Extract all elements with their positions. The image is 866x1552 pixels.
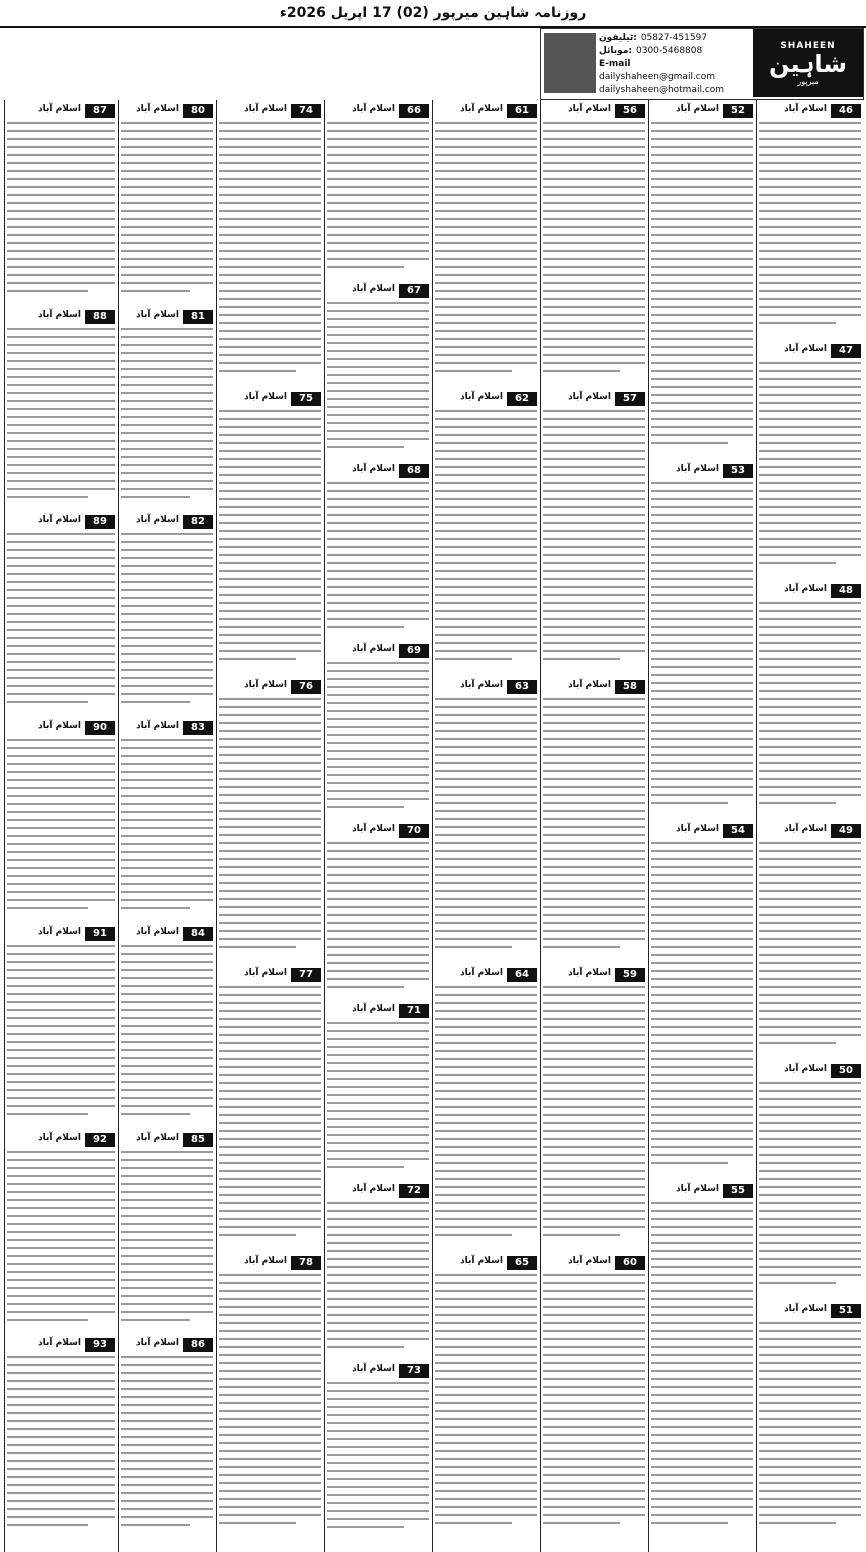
news-body-text — [435, 986, 537, 1242]
news-body-text — [7, 945, 115, 1121]
news-body-text — [7, 739, 115, 915]
news-number: 55 — [723, 1184, 753, 1198]
news-item — [651, 464, 753, 818]
news-body-text — [543, 698, 645, 954]
email-secondary[interactable]: dailyshaheen@hotmail.com — [599, 85, 725, 95]
contact-info — [599, 32, 749, 97]
news-number: 87 — [85, 104, 115, 118]
news-item — [7, 104, 115, 304]
news-number: 90 — [85, 721, 115, 735]
news-body-text — [7, 1356, 115, 1532]
news-dateline: اسلام آباد — [38, 309, 81, 320]
news-number: 53 — [723, 464, 753, 478]
news-number: 75 — [291, 392, 321, 406]
news-column — [324, 100, 431, 1552]
newspaper-logo — [753, 29, 863, 97]
news-body-text — [327, 662, 429, 814]
news-dateline: اسلام آباد — [38, 926, 81, 937]
news-number: 66 — [399, 104, 429, 118]
news-dateline: اسلام آباد — [38, 721, 81, 732]
news-dateline: اسلام آباد — [460, 104, 503, 114]
news-item — [435, 1256, 537, 1538]
news-item — [759, 584, 861, 818]
news-dateline: اسلام آباد — [136, 721, 179, 732]
news-body-text — [121, 533, 213, 709]
news-dateline: اسلام آباد — [244, 1256, 287, 1266]
news-dateline: اسلام آباد — [460, 1256, 503, 1266]
news-item — [435, 392, 537, 674]
news-item — [327, 464, 429, 638]
news-number: 67 — [399, 284, 429, 298]
news-body-text — [327, 482, 429, 634]
news-number: 46 — [831, 104, 861, 118]
news-body-text — [543, 122, 645, 378]
news-body-text — [759, 122, 861, 330]
news-item — [121, 515, 213, 715]
news-dateline: اسلام آباد — [352, 1364, 395, 1374]
news-dateline: اسلام آباد — [784, 344, 827, 354]
news-body-text — [121, 1151, 213, 1327]
news-item — [327, 1184, 429, 1358]
news-dateline: اسلام آباد — [352, 464, 395, 474]
news-number: 72 — [399, 1184, 429, 1198]
news-item — [7, 1133, 115, 1333]
news-dateline: اسلام آباد — [784, 1064, 827, 1074]
news-body-text — [759, 362, 861, 570]
news-item — [435, 968, 537, 1250]
phone-label: ٹیلیفون: — [599, 33, 637, 43]
news-number: 88 — [85, 310, 115, 324]
news-number: 68 — [399, 464, 429, 478]
news-dateline: اسلام آباد — [460, 392, 503, 402]
news-dateline: اسلام آباد — [784, 104, 827, 114]
news-item — [219, 968, 321, 1250]
news-number: 84 — [183, 927, 213, 941]
news-number: 59 — [615, 968, 645, 982]
news-number: 48 — [831, 584, 861, 598]
news-body-text — [219, 986, 321, 1242]
news-item — [543, 680, 645, 962]
news-dateline: اسلام آباد — [352, 824, 395, 834]
news-column — [216, 100, 323, 1552]
news-body-text — [7, 1151, 115, 1327]
news-dateline: اسلام آباد — [568, 680, 611, 690]
news-number: 69 — [399, 644, 429, 658]
news-column — [540, 100, 647, 1552]
news-dateline: اسلام آباد — [38, 1132, 81, 1143]
news-dateline: اسلام آباد — [352, 104, 395, 114]
news-item — [121, 104, 213, 304]
news-dateline: اسلام آباد — [784, 1304, 827, 1314]
news-body-text — [327, 302, 429, 454]
news-item — [543, 104, 645, 386]
news-body-text — [7, 533, 115, 709]
news-item — [121, 721, 213, 921]
news-item — [327, 1004, 429, 1178]
news-number: 54 — [723, 824, 753, 838]
news-number: 52 — [723, 104, 753, 118]
news-column — [648, 100, 755, 1552]
news-body-text — [435, 1274, 537, 1530]
news-number: 50 — [831, 1064, 861, 1078]
news-item — [219, 104, 321, 386]
news-item — [543, 392, 645, 674]
news-number: 64 — [507, 968, 537, 982]
mobile-label: موبائل: — [599, 46, 632, 56]
news-dateline: اسلام آباد — [568, 968, 611, 978]
news-number: 85 — [183, 1133, 213, 1147]
news-item — [651, 1184, 753, 1538]
news-item — [121, 1338, 213, 1538]
header-dateline: روزنامہ شاہین میرپور (02) 17 اپریل 2026ء — [279, 5, 587, 21]
news-body-text — [435, 122, 537, 378]
email-primary[interactable]: dailyshaheen@gmail.com — [599, 72, 716, 82]
news-body-text — [327, 122, 429, 274]
news-body-text — [543, 410, 645, 666]
news-column — [4, 100, 117, 1552]
news-number: 91 — [85, 927, 115, 941]
news-item — [759, 1064, 861, 1298]
news-item — [219, 680, 321, 962]
news-body-text — [651, 1202, 753, 1530]
news-body-text — [651, 482, 753, 810]
logo-urdu: شاہین — [768, 49, 848, 78]
news-item — [759, 1304, 861, 1538]
news-number: 93 — [85, 1338, 115, 1352]
news-dateline: اسلام آباد — [38, 515, 81, 526]
news-number: 81 — [183, 310, 213, 324]
news-body-text — [121, 1356, 213, 1532]
news-number: 47 — [831, 344, 861, 358]
news-body-text — [327, 842, 429, 994]
news-body-text — [651, 842, 753, 1170]
news-number: 83 — [183, 721, 213, 735]
news-item — [651, 824, 753, 1178]
news-dateline: اسلام آباد — [136, 1338, 179, 1349]
news-item — [7, 721, 115, 921]
eagle-image — [544, 33, 596, 93]
news-body-text — [759, 1082, 861, 1290]
news-number: 86 — [183, 1338, 213, 1352]
news-item — [219, 392, 321, 674]
news-dateline: اسلام آباد — [352, 644, 395, 654]
news-dateline: اسلام آباد — [676, 824, 719, 834]
news-item — [651, 104, 753, 458]
news-body-text — [219, 698, 321, 954]
news-body-text — [759, 842, 861, 1050]
news-dateline: اسلام آباد — [568, 1256, 611, 1266]
news-dateline: اسلام آباد — [784, 584, 827, 594]
news-dateline: اسلام آباد — [784, 824, 827, 834]
news-number: 57 — [615, 392, 645, 406]
news-item — [219, 1256, 321, 1538]
news-number: 74 — [291, 104, 321, 118]
news-number: 78 — [291, 1256, 321, 1270]
news-number: 62 — [507, 392, 537, 406]
news-body-text — [7, 122, 115, 298]
masthead — [540, 28, 864, 100]
news-body-text — [759, 602, 861, 810]
news-item — [327, 824, 429, 998]
news-body-text — [219, 1274, 321, 1530]
news-dateline: اسلام آباد — [136, 515, 179, 526]
news-body-text — [219, 122, 321, 378]
news-item — [543, 968, 645, 1250]
phone-number: 05827-451597 — [640, 33, 708, 43]
news-item — [435, 104, 537, 386]
news-dateline: اسلام آباد — [460, 680, 503, 690]
news-body-text — [121, 328, 213, 504]
news-dateline: اسلام آباد — [460, 968, 503, 978]
news-columns — [0, 100, 866, 1552]
news-body-text — [759, 1322, 861, 1530]
news-number: 89 — [85, 515, 115, 529]
news-dateline: اسلام آباد — [136, 926, 179, 937]
news-body-text — [121, 122, 213, 298]
news-item — [121, 927, 213, 1127]
news-number: 65 — [507, 1256, 537, 1270]
news-item — [121, 310, 213, 510]
news-body-text — [121, 739, 213, 915]
news-item — [435, 680, 537, 962]
news-item — [327, 1364, 429, 1538]
news-body-text — [121, 945, 213, 1121]
email-label: E-mail — [599, 59, 631, 69]
news-dateline: اسلام آباد — [136, 104, 179, 114]
news-dateline: اسلام آباد — [136, 309, 179, 320]
news-dateline: اسلام آباد — [244, 104, 287, 114]
news-dateline: اسلام آباد — [244, 392, 287, 402]
news-dateline: اسلام آباد — [38, 104, 81, 114]
news-number: 77 — [291, 968, 321, 982]
news-number: 60 — [615, 1256, 645, 1270]
news-number: 61 — [507, 104, 537, 118]
news-column — [118, 100, 215, 1552]
news-dateline: اسلام آباد — [352, 284, 395, 294]
news-dateline: اسلام آباد — [676, 104, 719, 114]
news-dateline: اسلام آباد — [352, 1184, 395, 1194]
page-header — [0, 0, 866, 28]
news-number: 49 — [831, 824, 861, 838]
mobile-number: 0300-5468808 — [636, 46, 703, 56]
news-body-text — [327, 1202, 429, 1354]
news-number: 92 — [85, 1133, 115, 1147]
news-item — [327, 104, 429, 278]
news-number: 58 — [615, 680, 645, 694]
news-dateline: اسلام آباد — [244, 680, 287, 690]
news-item — [7, 515, 115, 715]
news-dateline: اسلام آباد — [136, 1132, 179, 1143]
news-dateline: اسلام آباد — [568, 104, 611, 114]
news-dateline: اسلام آباد — [244, 968, 287, 978]
news-item — [543, 1256, 645, 1538]
news-dateline: اسلام آباد — [568, 392, 611, 402]
news-body-text — [219, 410, 321, 666]
news-item — [7, 1338, 115, 1538]
news-number: 70 — [399, 824, 429, 838]
logo-subtitle: میرپور — [797, 76, 819, 86]
news-body-text — [7, 328, 115, 504]
news-body-text — [651, 122, 753, 450]
logo-english: SHAHEEN — [780, 40, 836, 51]
news-number: 71 — [399, 1004, 429, 1018]
news-number: 63 — [507, 680, 537, 694]
news-body-text — [327, 1022, 429, 1174]
news-item — [7, 310, 115, 510]
news-number: 51 — [831, 1304, 861, 1318]
news-number: 56 — [615, 104, 645, 118]
news-item — [759, 824, 861, 1058]
news-item — [759, 104, 861, 338]
news-number: 82 — [183, 515, 213, 529]
news-column — [432, 100, 539, 1552]
news-body-text — [435, 410, 537, 666]
news-item — [121, 1133, 213, 1333]
news-body-text — [543, 1274, 645, 1530]
news-dateline: اسلام آباد — [676, 1184, 719, 1194]
news-item — [759, 344, 861, 578]
news-item — [7, 927, 115, 1127]
news-dateline: اسلام آباد — [38, 1338, 81, 1349]
news-item — [327, 284, 429, 458]
news-dateline: اسلام آباد — [352, 1004, 395, 1014]
news-dateline: اسلام آباد — [676, 464, 719, 474]
news-number: 80 — [183, 104, 213, 118]
news-column — [756, 100, 863, 1552]
news-number: 73 — [399, 1364, 429, 1378]
news-item — [327, 644, 429, 818]
news-body-text — [435, 698, 537, 954]
news-body-text — [327, 1382, 429, 1534]
news-body-text — [543, 986, 645, 1242]
news-number: 76 — [291, 680, 321, 694]
